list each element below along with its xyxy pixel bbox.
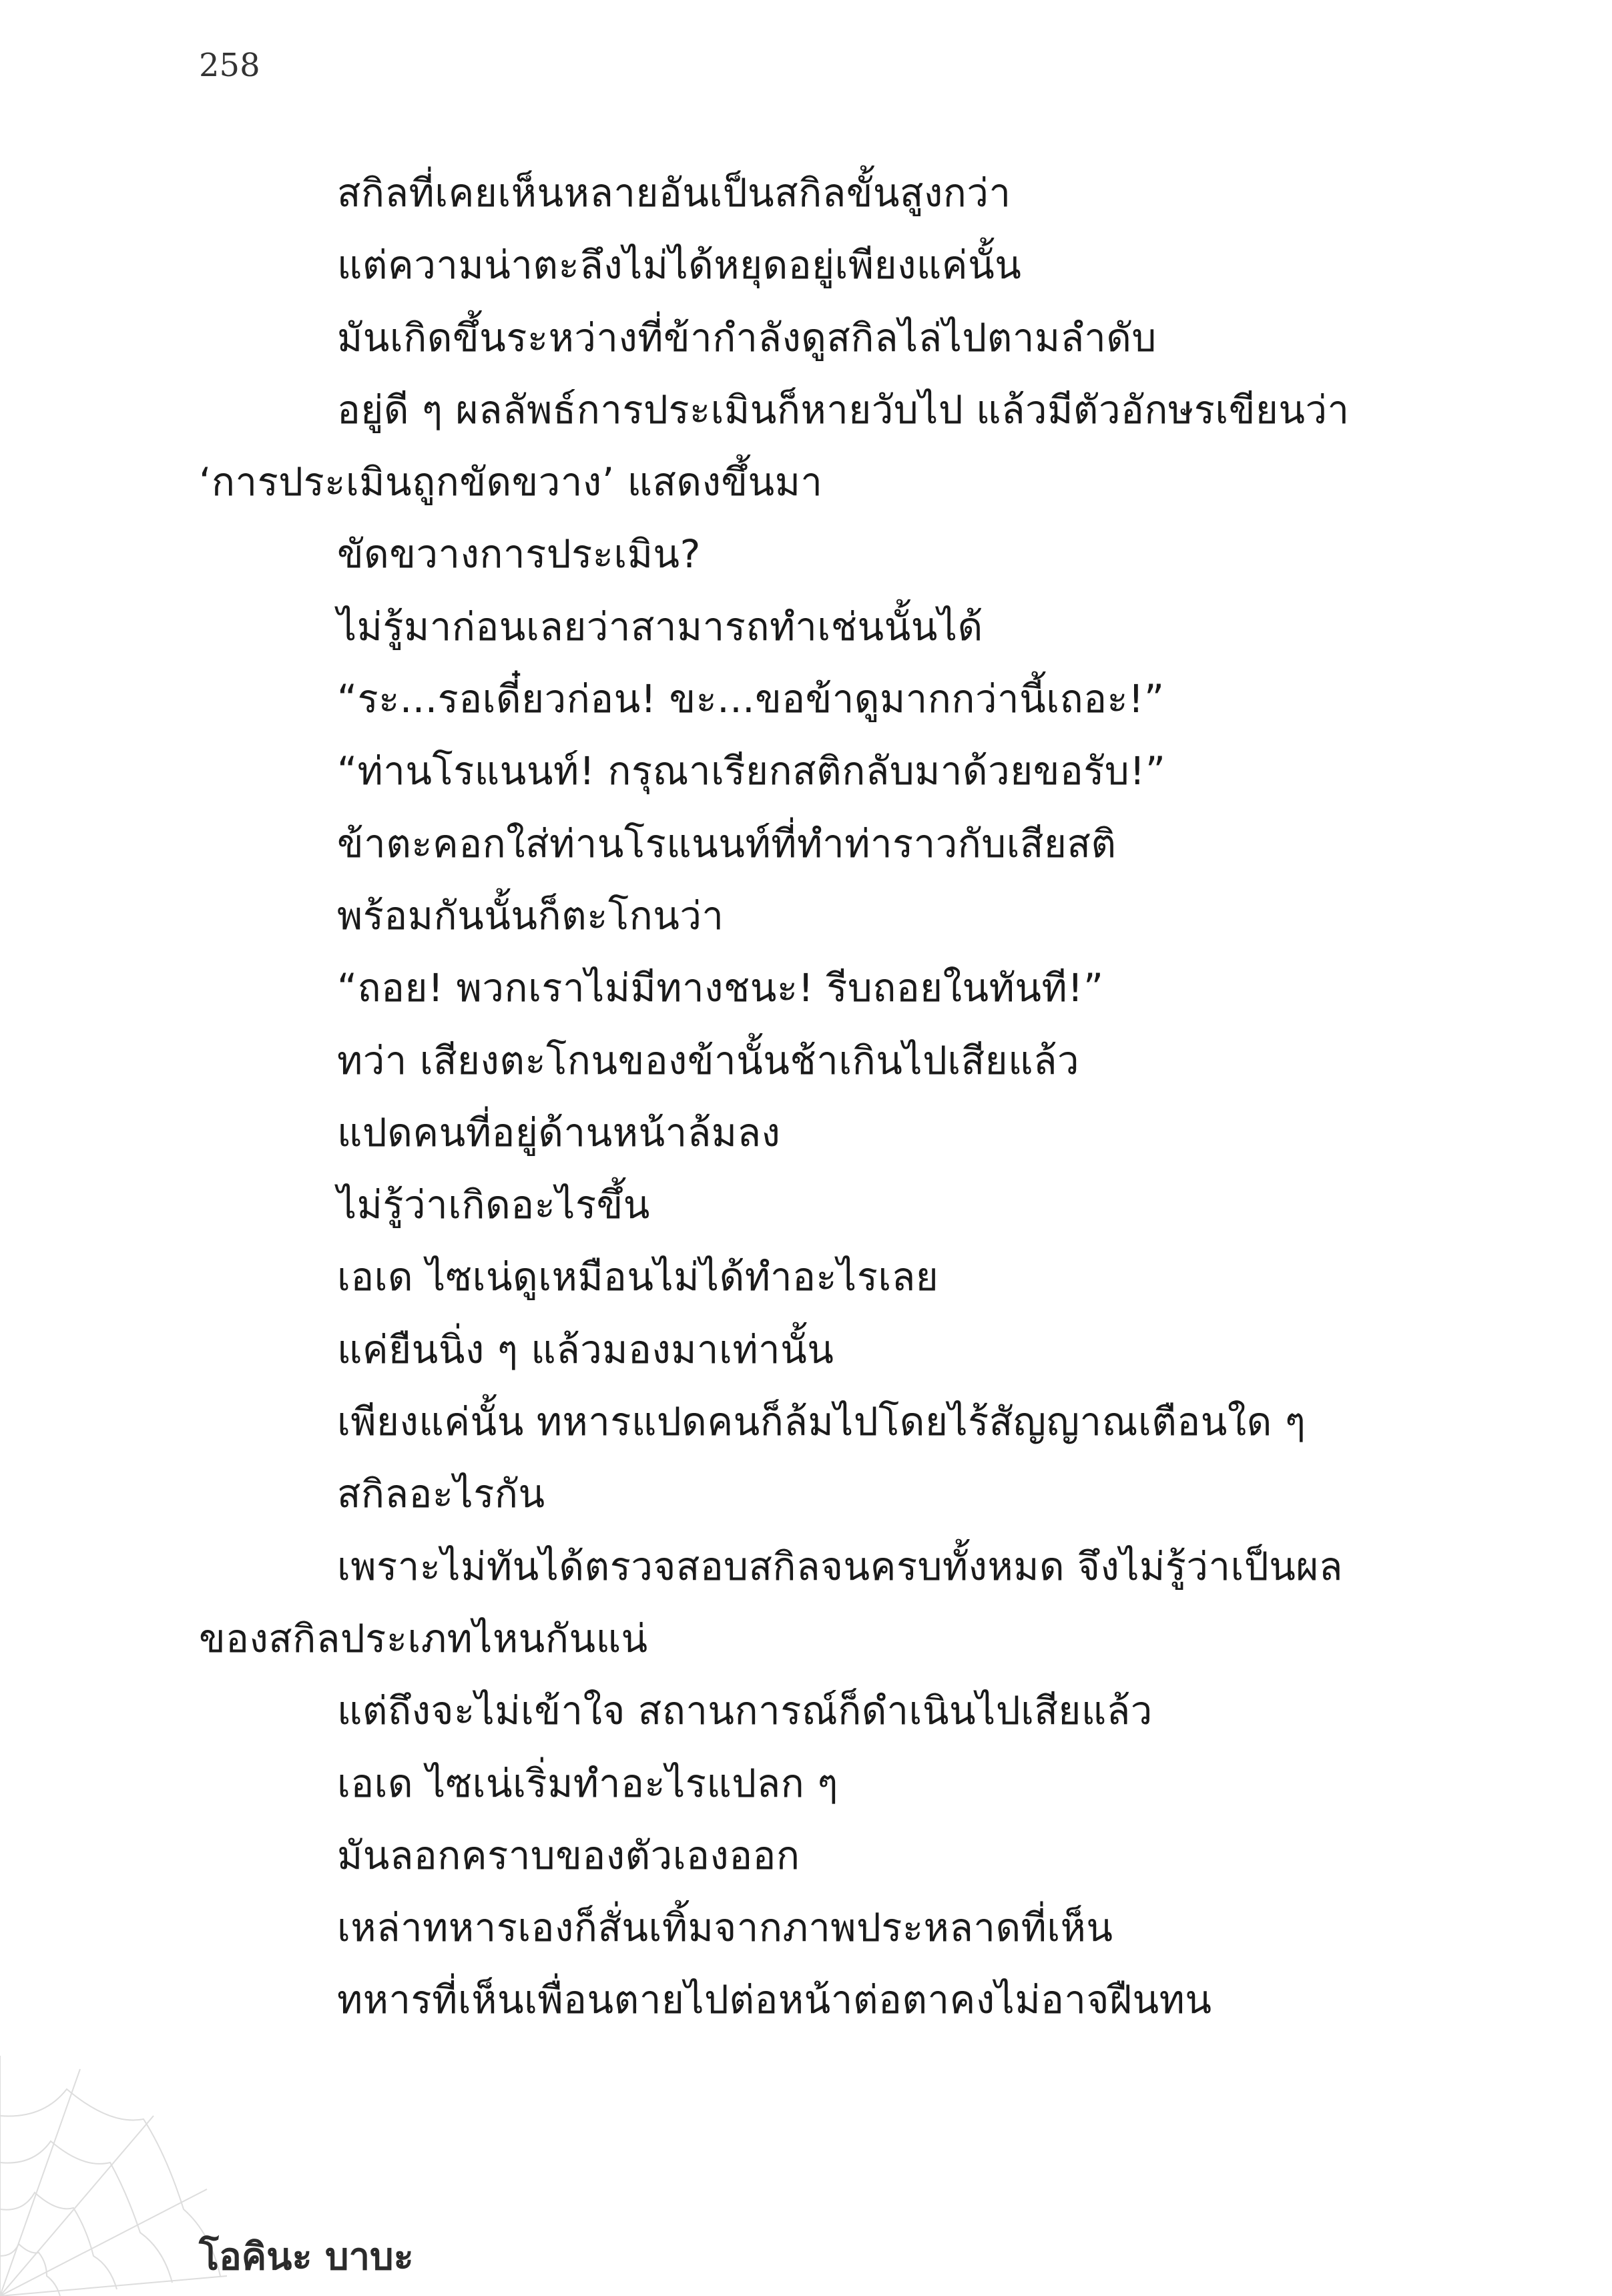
text-line: ของสกิลประเภทไหนกันแน่ (199, 1615, 648, 1661)
text-line: เอเด ไซเน่ดูเหมือนไม่ได้ทำอะไรเลย (337, 1254, 939, 1300)
text-line: มันลอกคราบของตัวเองออก (337, 1832, 800, 1878)
text-line: แต่ความน่าตะลึงไม่ได้หยุดอยู่เพียงแค่นั้น (337, 242, 1022, 288)
text-line: เอเด ไซเน่เริ่มทำอะไรแปลก ๆ (337, 1760, 838, 1806)
spiderweb-decoration (0, 2056, 227, 2296)
body-text (199, 157, 1414, 2036)
text-line: เพราะไม่ทันได้ตรวจสอบสกิลจนครบทั้งหมด จึงไม่รู้ว่าเป็นผล (337, 1543, 1343, 1589)
text-line: แค่ยืนนิ่ง ๆ แล้วมองมาเท่านั้น (337, 1326, 834, 1372)
page-number: 258 (199, 47, 260, 84)
text-line: ข้าตะคอกใส่ท่านโรแนนท์ที่ทำท่าราวกับเสียสติ (337, 820, 1117, 866)
text-line: “ท่านโรแนนท์! กรุณาเรียกสติกลับมาด้วยขอรับ!” (337, 748, 1166, 794)
text-line: เพียงแค่นั้น ทหารแปดคนก็ล้มไปโดยไร้สัญญาณเตือนใด ๆ (337, 1399, 1306, 1445)
author-name: โอคินะ บาบะ (199, 2235, 414, 2279)
text-line: ขัดขวางการประเมิน? (337, 531, 701, 577)
text-line: อยู่ดี ๆ ผลลัพธ์การประเมินก็หายวับไป แล้วมีตัวอักษรเขียนว่า (337, 386, 1350, 433)
text-line: สกิลที่เคยเห็นหลายอันเป็นสกิลขั้นสูงกว่า (337, 170, 1011, 216)
text-line: ทหารที่เห็นเพื่อนตายไปต่อหน้าต่อตาคงไม่อาจฝืนทน (337, 1977, 1212, 2023)
text-line: “ระ...รอเดี๋ยวก่อน! ขะ...ขอข้าดูมากกว่านี้เถอะ!” (337, 676, 1165, 722)
text-line: เหล่าทหารเองก็สั่นเทิ้มจากภาพประหลาดที่เห็น (337, 1905, 1113, 1951)
text-line: มันเกิดขึ้นระหว่างที่ข้ากำลังดูสกิลไล่ไปตามลำดับ (337, 314, 1157, 360)
text-line: ไม่รู้มาก่อนเลยว่าสามารถทำเช่นนั้นได้ (337, 603, 983, 649)
text-line: ไม่รู้ว่าเกิดอะไรขึ้น (337, 1182, 650, 1228)
text-line: “ถอย! พวกเราไม่มีทางชนะ! รีบถอยในทันที!” (337, 965, 1104, 1011)
text-line: พร้อมกันนั้นก็ตะโกนว่า (337, 892, 724, 938)
text-line: ‘การประเมินถูกขัดขวาง’ แสดงขึ้นมา (199, 459, 823, 505)
text-line: แปดคนที่อยู่ด้านหน้าล้มลง (337, 1109, 781, 1155)
text-line: สกิลอะไรกัน (337, 1471, 545, 1517)
text-line: ทว่า เสียงตะโกนของข้านั้นช้าเกินไปเสียแล้ว (337, 1037, 1080, 1083)
text-line: แต่ถึงจะไม่เข้าใจ สถานการณ์ก็ดำเนินไปเสียแล้ว (337, 1688, 1153, 1734)
